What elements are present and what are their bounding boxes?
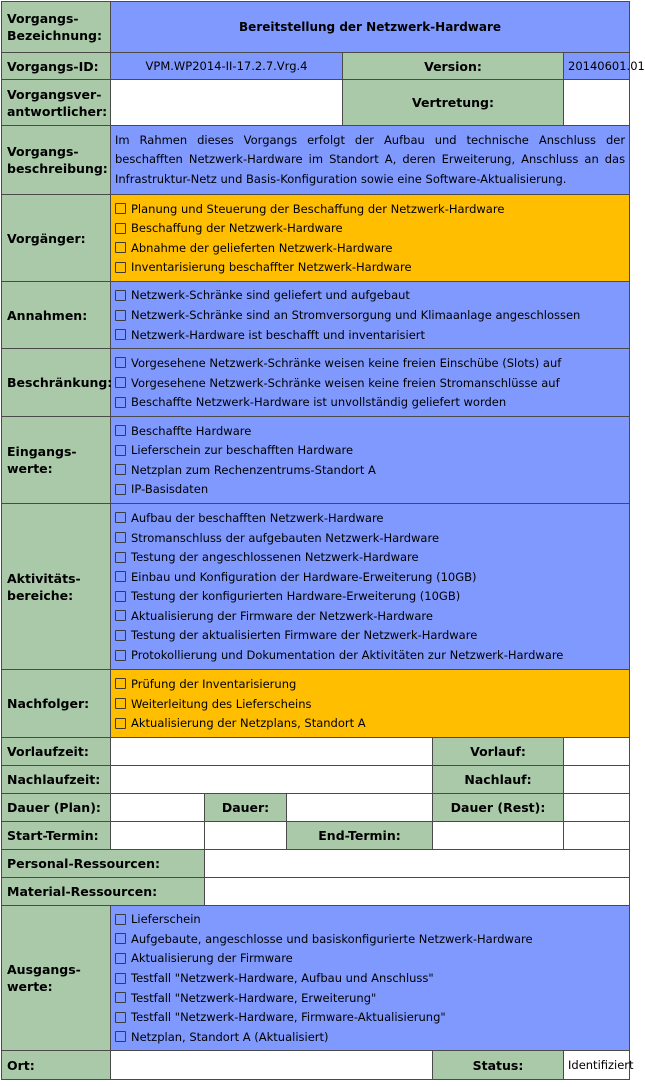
beschraenkung-item-label: Vorgesehene Netzwerk-Schränke weisen keine freien Stromanschlüsse auf [131,375,560,390]
checkbox-icon[interactable] [115,223,126,234]
ausgangswerte-item-label: Netzplan, Standort A (Aktualisiert) [131,1029,329,1044]
checkbox-icon[interactable] [115,933,126,944]
checkbox-icon[interactable] [115,914,126,925]
checkbox-icon[interactable] [115,464,126,475]
checkbox-icon[interactable] [115,552,126,563]
version-label: Version: [343,53,564,80]
status-label: Status: [433,1051,564,1080]
eingangswerte-item-label: Lieferschein zur beschafften Hardware [131,443,354,458]
checkbox-icon[interactable] [115,1031,126,1042]
aktivitaeten-item [115,587,625,607]
nachlauf-field[interactable] [564,766,630,794]
checkbox-icon[interactable] [115,512,126,523]
checkbox-icon[interactable] [115,290,126,301]
aktivitaeten-item [115,547,625,567]
checkbox-icon[interactable] [115,242,126,253]
deputy-field[interactable] [564,80,630,126]
checkbox-icon[interactable] [115,610,126,621]
vorgaenger-item-label: Planung und Steuerung der Beschaffung der Netzwerk-Hardware [131,201,505,216]
dauer-rest-field[interactable] [564,794,630,822]
beschraenkung-item [115,392,625,412]
checkbox-icon[interactable] [115,718,126,729]
beschraenkung-item [115,373,625,393]
aktivitaeten-item [115,508,625,528]
dauer-plan-label: Dauer (Plan): [2,794,111,822]
id-label: Vorgangs-ID: [2,53,111,80]
aktivitaeten-item-label: Protokollierung und Dokumentation der Aktivitäten zur Netzwerk-Hardware [131,648,564,663]
nachfolger-label: Nachfolger: [2,670,111,738]
vorgaenger-item-label: Beschaffung der Netzwerk-Hardware [131,221,343,236]
deputy-label: Vertretung: [343,80,564,126]
nachfolger-list [111,670,630,738]
checkbox-icon[interactable] [115,650,126,661]
ausgangswerte-item-label: Aufgebaute, angeschlosse und basiskonfigurierte Netzwerk-Hardware [131,931,533,946]
beschraenkung-item [115,353,625,373]
id-value: VPM.WP2014-II-17.2.7.Vrg.4 [111,53,343,80]
process-title: Bereitstellung der Netzwerk-Hardware [111,2,630,53]
personal-ressourcen-label: Personal-Ressourcen: [2,850,205,878]
checkbox-icon[interactable] [115,678,126,689]
aktivitaeten-item [115,626,625,646]
ort-field[interactable] [111,1051,433,1080]
material-ressourcen-field[interactable] [205,878,630,906]
dauer-plan-field[interactable] [111,794,205,822]
vorgaenger-item-label: Inventarisierung beschaffter Netzwerk-Hardware [131,260,412,275]
process-sheet [1,1,645,1080]
start-termin-label: Start-Termin: [2,822,111,850]
ausgangswerte-item-label: Testfall "Netzwerk-Hardware, Erweiterung" [131,990,377,1005]
ausgangswerte-item-label: Lieferschein [131,912,201,927]
annahmen-item [115,286,625,306]
aktivitaeten-item-label: Testung der konfigurierten Hardware-Erweiterung (10GB) [131,589,461,604]
aktivitaeten-item-label: Aktualisierung der Firmware der Netzwerk-Hardware [131,608,433,623]
version-value: 20140601.01 [564,53,630,80]
ausgangswerte-label: Ausgangs-werte: [2,906,111,1051]
annahmen-item-label: Netzwerk-Schränke sind geliefert und aufgebaut [131,288,410,303]
eingangswerte-list [111,417,630,504]
ausgangswerte-item-label: Testfall "Netzwerk-Hardware, Firmware-Aktualisierung" [131,1010,446,1025]
aktivitaeten-item-label: Aufbau der beschafften Netzwerk-Hardware [131,510,384,525]
end-termin-field[interactable] [433,822,564,850]
annahmen-item-label: Netzwerk-Hardware ist beschafft und inventarisiert [131,327,426,342]
checkbox-icon[interactable] [115,1012,126,1023]
ausgangswerte-item [115,1007,625,1027]
checkbox-icon[interactable] [115,357,126,368]
vorgaenger-list [111,195,630,282]
eingangswerte-label: Eingangs-werte: [2,417,111,504]
nachlaufzeit-label: Nachlaufzeit: [2,766,111,794]
aktivitaeten-item-label: Testung der angeschlossenen Netzwerk-Hardware [131,550,419,565]
ausgangswerte-item [115,1027,625,1047]
nachfolger-item-label: Weiterleitung des Lieferscheins [131,696,312,711]
checkbox-icon[interactable] [115,630,126,641]
checkbox-icon[interactable] [115,445,126,456]
checkbox-icon[interactable] [115,329,126,340]
end-termin-field-2[interactable] [564,822,630,850]
beschraenkung-list [111,349,630,417]
annahmen-list [111,282,630,349]
checkbox-icon[interactable] [115,262,126,273]
checkbox-icon[interactable] [115,571,126,582]
aktivitaeten-item-label: Stromanschluss der aufgebauten Netzwerk-Hardware [131,530,440,545]
annahmen-item [115,305,625,325]
checkbox-icon[interactable] [115,591,126,602]
beschreibung-label: Vorgangs-beschreibung: [2,126,111,195]
eingangswerte-item-label: Beschaffte Hardware [131,423,252,438]
beschraenkung-item-label: Beschaffte Netzwerk-Hardware ist unvollständig geliefert worden [131,395,507,410]
vorlauf-field[interactable] [564,738,630,766]
ausgangswerte-item [115,988,625,1008]
nachfolger-item [115,713,625,733]
ausgangswerte-item [115,909,625,929]
eingangswerte-item-label: Netzplan zum Rechenzentrums-Standort A [131,462,376,477]
start-termin-field-2[interactable] [205,822,287,850]
vorgaenger-item [115,199,625,219]
vorlaufzeit-label: Vorlaufzeit: [2,738,111,766]
end-termin-label: End-Termin: [287,822,433,850]
ausgangswerte-item [115,929,625,949]
eingangswerte-item [115,460,625,480]
status-value: Identifiziert [564,1051,630,1080]
nachfolger-item-label: Aktualisierung der Netzplans, Standort A [131,716,366,731]
owner-field[interactable] [111,80,343,126]
annahmen-item-label: Netzwerk-Schränke sind an Stromversorgung und Klimaanlage angeschlossen [131,308,581,322]
eingangswerte-item-label: IP-Basisdaten [131,482,209,497]
vorgaenger-item [115,238,625,258]
dauer-label: Dauer: [205,794,287,822]
process-table [1,1,645,1080]
aktivitaeten-item [115,606,625,626]
checkbox-icon[interactable] [115,203,126,214]
vorlauf-label: Vorlauf: [433,738,564,766]
vorgaenger-item [115,218,625,238]
checkbox-icon[interactable] [115,973,126,984]
nachfolger-item [115,674,625,694]
ort-label: Ort: [2,1051,111,1080]
dauer-field[interactable] [287,794,433,822]
checkbox-icon[interactable] [115,484,126,495]
annahmen-item [115,325,625,345]
checkbox-icon[interactable] [115,310,126,321]
vorlaufzeit-field[interactable] [111,738,433,766]
aktivitaeten-item [115,567,625,587]
vorgaenger-item [115,258,625,278]
nachlauf-label: Nachlauf: [433,766,564,794]
dauer-rest-label: Dauer (Rest): [433,794,564,822]
ausgangswerte-item [115,968,625,988]
aktivitaeten-item [115,528,625,548]
checkbox-icon[interactable] [115,953,126,964]
nachfolger-item [115,694,625,714]
checkbox-icon[interactable] [115,425,126,436]
aktivitaeten-item-label: Einbau und Konfiguration der Hardware-Erweiterung (10GB) [131,569,477,584]
eingangswerte-item [115,440,625,460]
checkbox-icon[interactable] [115,397,126,408]
beschraenkung-label: Beschränkung: [2,349,111,417]
ausgangswerte-item-label: Testfall "Netzwerk-Hardware, Aufbau und Anschluss" [131,971,434,985]
ausgangswerte-item [115,949,625,969]
aktivitaeten-item [115,645,625,665]
vorgaenger-label: Vorgänger: [2,195,111,282]
owner-label: Vorgangsver-antwortlicher: [2,80,111,126]
aktivitaeten-list [111,504,630,670]
beschraenkung-item-label: Vorgesehene Netzwerk-Schränke weisen keine freien Einschübe (Slots) auf [131,355,562,370]
eingangswerte-item [115,480,625,500]
checkbox-icon[interactable] [115,532,126,543]
annahmen-label: Annahmen: [2,282,111,349]
eingangswerte-item [115,421,625,441]
aktivitaeten-label: Aktivitäts-bereiche: [2,504,111,670]
start-termin-field[interactable] [111,822,205,850]
checkbox-icon[interactable] [115,377,126,388]
checkbox-icon[interactable] [115,698,126,709]
beschreibung-text: Im Rahmen dieses Vorgangs erfolgt der Aufbau und technische Anschluss der beschafften Netzwerk-Hardware im Standort A, deren Erweiterung, Anschluss an das Infrastruktur-Netz und Basis-Konfiguration sowie eine Software-Aktualisierung. [111,126,630,195]
bezeichnung-label: Vorgangs-Bezeichnung: [2,2,111,53]
checkbox-icon[interactable] [115,992,126,1003]
ausgangswerte-list [111,906,630,1051]
aktivitaeten-item-label: Testung der aktualisierten Firmware der Netzwerk-Hardware [131,628,478,643]
material-ressourcen-label: Material-Ressourcen: [2,878,205,906]
ausgangswerte-item-label: Aktualisierung der Firmware [131,951,293,966]
vorgaenger-item-label: Abnahme der gelieferten Netzwerk-Hardware [131,240,393,255]
nachfolger-item-label: Prüfung der Inventarisierung [131,676,297,691]
nachlaufzeit-field[interactable] [111,766,433,794]
personal-ressourcen-field[interactable] [205,850,630,878]
